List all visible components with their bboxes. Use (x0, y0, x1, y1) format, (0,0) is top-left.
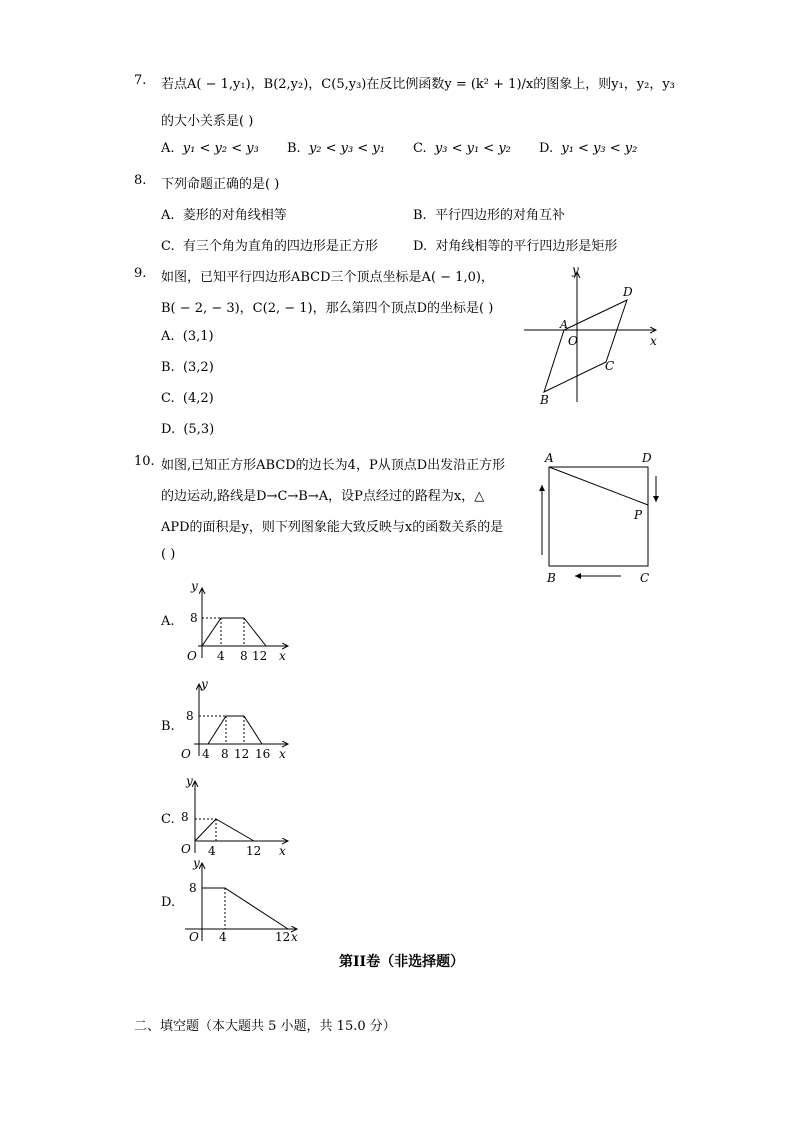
q8-option-c (161, 235, 378, 254)
tick-4: 4 (208, 844, 216, 858)
tick-8: 8 (221, 747, 229, 761)
q9-label-y: y (572, 263, 579, 277)
q8-option-d-label: D. (413, 239, 428, 254)
q10-stem-line3: APD的面积是y，则下列图象能大致反映与x的函数关系的是 (161, 520, 504, 535)
q10-number: 10. (134, 454, 155, 469)
q8-option-a (161, 204, 287, 223)
q9-stem-line2: B( − 2, − 3)，C(2, − 1)，那么第四个顶点D的坐标是( ) (161, 301, 494, 316)
q10-label-c: C (640, 571, 650, 585)
q8-option-d-text: 对角线相等的平行四边形是矩形 (435, 239, 618, 254)
q10-option-a-graph (180, 578, 295, 664)
q8-option-d (413, 235, 617, 254)
q10-option-b-label: B. (161, 719, 175, 734)
q9-label-o: O (568, 334, 578, 348)
tick-12: 12 (252, 649, 268, 663)
label-8: 8 (189, 881, 197, 895)
q10-option-d-label: D. (161, 895, 176, 910)
q9-option-b (161, 360, 214, 375)
label-x: x (279, 747, 286, 761)
graph-line (202, 618, 266, 646)
q8-stem: 下列命题正确的是( ) (161, 177, 280, 192)
q7-option-d (539, 141, 637, 156)
q8-option-a-text: 菱形的对角线相等 (182, 208, 287, 223)
label-x: x (279, 649, 286, 663)
q8-option-b-label: B. (413, 208, 427, 223)
q9-label-x: x (650, 334, 657, 348)
q7-option-c-label: C. (413, 141, 427, 156)
q8-option-b (413, 204, 565, 223)
tick-4: 4 (219, 930, 227, 944)
tick-4: 4 (202, 747, 210, 761)
q7-stem-line2: 的大小关系是( ) (161, 114, 254, 129)
q9-option-b-label: B. (161, 360, 175, 375)
q9-label-b: B (540, 393, 549, 407)
q10-stem-line2: 的边运动,路线是D→C→B→A，设P点经过的路程为x，△ (161, 489, 485, 504)
q7-option-d-label: D. (539, 141, 554, 156)
q9-label-a: A (560, 318, 568, 331)
label-y: y (193, 856, 200, 870)
label-8: 8 (190, 611, 198, 625)
q8-number: 8. (134, 173, 147, 188)
graph-line (208, 716, 262, 744)
tick-16: 16 (255, 747, 271, 761)
q7-option-a (161, 141, 259, 156)
section-2-title: 第II卷（非选择题） (339, 954, 465, 970)
q9-option-d (161, 422, 214, 437)
q10-label-d: D (642, 451, 652, 465)
label-o: O (189, 930, 199, 944)
q7-option-a-label: A. (161, 141, 175, 156)
q9-stem-line1: 如图，已知平行四边形ABCD三个顶点坐标是A( − 1,0)， (161, 270, 494, 285)
label-y: y (186, 774, 193, 788)
q7-option-d-text: y₁ < y₃ < y₂ (561, 141, 638, 156)
q9-option-c (161, 391, 214, 406)
q9-number: 9. (134, 266, 147, 281)
q9-option-d-text: (5,3) (183, 422, 215, 437)
q10-label-a: A (545, 451, 554, 465)
graph-line (195, 819, 254, 841)
q10-option-c-graph (178, 773, 293, 859)
q8-option-c-text: 有三个角为直角的四边形是正方形 (182, 239, 378, 254)
label-8: 8 (186, 709, 194, 723)
label-x: x (279, 844, 286, 858)
label-o: O (181, 842, 191, 856)
q9-parallelogram (544, 300, 627, 392)
q8-option-a-label: A. (161, 208, 175, 223)
q9-option-d-label: D. (161, 422, 176, 437)
q7-number: 7. (134, 73, 147, 88)
tick-12: 12 (234, 747, 250, 761)
q10-label-p: P (634, 508, 643, 522)
q9-option-c-text: (4,2) (182, 391, 214, 406)
q10-option-a-label: A. (161, 614, 175, 629)
q8-option-c-label: C. (161, 239, 175, 254)
label-o: O (187, 649, 197, 663)
q9-option-a-label: A. (161, 329, 175, 344)
tick-12: 12 (275, 930, 291, 944)
q9-label-d: D (623, 285, 633, 299)
graph-line (202, 888, 288, 929)
label-x: x (291, 930, 298, 944)
q10-label-b: B (547, 571, 556, 585)
q7-stem-line1: 若点A( − 1,y₁)，B(2,y₂)，C(5,y₃)在反比例函数y = (k² + 1)/x的图象上，则y₁，y₂，y₃ (161, 77, 675, 92)
q7-option-c-text: y₃ < y₁ < y₂ (434, 141, 511, 156)
label-y: y (191, 579, 198, 593)
q8-option-b-text: 平行四边形的对角互补 (434, 208, 565, 223)
q9-option-b-text: (3,2) (182, 360, 214, 375)
q10-stem-line4: ( ) (161, 547, 176, 562)
q10-option-c-label: C. (161, 812, 175, 827)
q7-option-b-label: B. (287, 141, 301, 156)
label-o: O (181, 747, 191, 761)
tick-4: 4 (217, 649, 225, 663)
part-2-heading: 二、填空题（本大题共 5 小题，共 15.0 分） (134, 1019, 396, 1034)
q10-segment-ap (549, 467, 648, 505)
q7-option-b-text: y₂ < y₃ < y₁ (308, 141, 385, 156)
q9-option-a (161, 329, 214, 344)
q10-stem-line1: 如图,已知正方形ABCD的边长为4，P从顶点D出发沿正方形 (161, 458, 506, 473)
q7-option-b (287, 141, 385, 156)
tick-8: 8 (240, 649, 248, 663)
tick-12: 12 (246, 844, 262, 858)
q10-square-figure (535, 450, 660, 585)
q10-option-d-graph (180, 857, 305, 943)
q7-option-c (413, 141, 511, 156)
q9-parallelogram-figure (520, 262, 670, 410)
label-8: 8 (181, 810, 189, 824)
q9-label-c: C (605, 359, 615, 373)
q9-option-c-label: C. (161, 391, 175, 406)
q7-option-a-text: y₁ < y₂ < y₃ (182, 141, 259, 156)
q10-option-b-graph (176, 676, 296, 762)
label-y: y (201, 677, 208, 691)
q9-option-a-text: (3,1) (182, 329, 214, 344)
